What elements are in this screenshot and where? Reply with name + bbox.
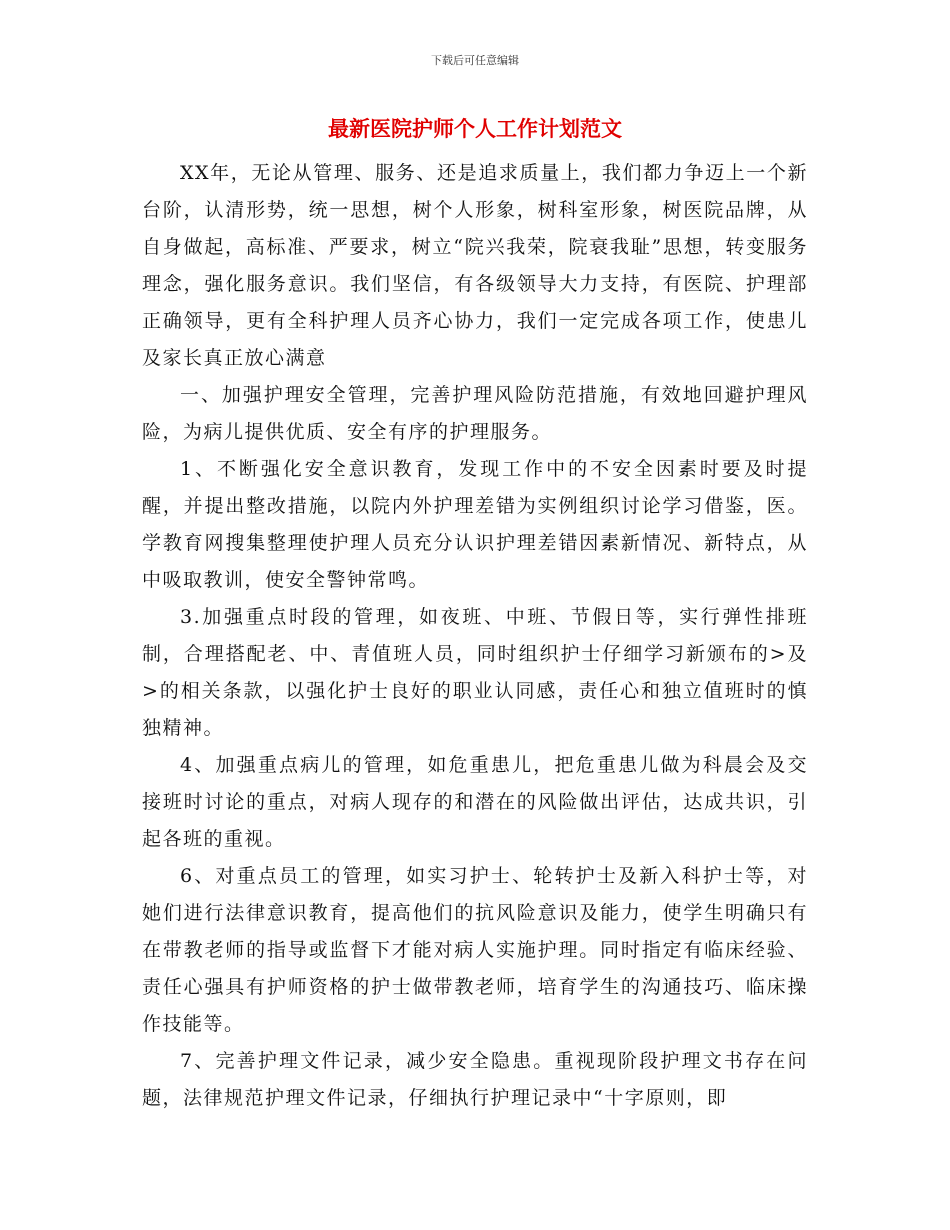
paragraph-section-1: 一、加强护理安全管理，完善护理风险防范措施，有效地回避护理风险，为病儿提供优质、安全有序的护理服务。 — [142, 384, 808, 443]
document-title: 最新医院护师个人工作计划范文 — [328, 116, 622, 141]
paragraph-item-1: 1、不断强化安全意识教育，发现工作中的不安全因素时要及时提醒，并提出整改措施，以院内外护理差错为实例组织讨论学习借鉴，医。学教育网搜集整理使护理人员充分认识护理差错因素新情况、新特点，从中吸取教训，使安全警钟常鸣。 — [142, 458, 808, 591]
paragraph-item-4: 4、加强重点病儿的管理，如危重患儿，把危重患儿做为科晨会及交接班时讨论的重点，对病人现存的和潜在的风险做出评估，达成共识，引起各班的重视。 — [142, 754, 808, 850]
paragraph-item-3: 3.加强重点时段的管理，如夜班、中班、节假日等，实行弹性排班制，合理搭配老、中、青值班人员，同时组织护士仔细学习新颁布的>及>的相关条款，以强化护士良好的职业认同感，责任心和独立值班时的慎独精神。 — [142, 606, 808, 739]
paragraph-intro: XX年，无论从管理、服务、还是追求质量上，我们都力争迈上一个新台阶，认清形势，统一思想，树个人形象，树科室形象，树医院品牌，从自身做起，高标准、严要求，树立“院兴我荣，院衰我耻”思想，转变服务理念，强化服务意识。我们坚信，有各级领导大力支持，有医院、护理部正确领导，更有全科护理人员齐心协力，我们一定完成各项工作，使患儿及家长真正放心满意 — [142, 162, 808, 369]
document-body — [142, 155, 808, 1117]
paragraph-item-6: 6、对重点员工的管理，如实习护士、轮转护士及新入科护士等，对她们进行法律意识教育，提高他们的抗风险意识及能力，使学生明确只有在带教老师的指导或监督下才能对病人实施护理。同时指定有临床经验、责任心强具有护师资格的护士做带教老师，培育学生的沟通技巧、临床操作技能等。 — [142, 865, 808, 1035]
paragraph-item-7: 7、完善护理文件记录，减少安全隐患。重视现阶段护理文书存在问题，法律规范护理文件记录，仔细执行护理记录中“十字原则，即 — [142, 1050, 808, 1109]
page-header-note: 下载后可任意编辑 — [431, 54, 519, 67]
